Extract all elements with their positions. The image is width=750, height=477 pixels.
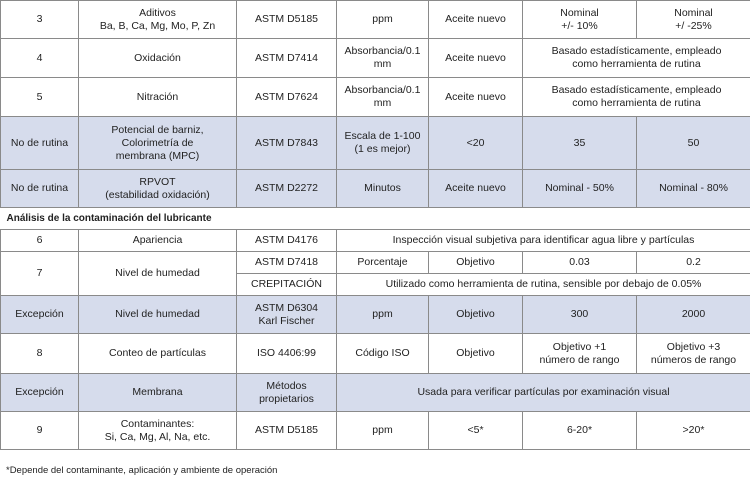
cell-reference: Aceite nuevo [429, 170, 523, 208]
cell-limits-note: Inspección visual subjetiva para identificar agua libre y partículas [337, 230, 750, 252]
section-title: Análisis de la contaminación del lubricante [1, 208, 750, 230]
table-row [1, 252, 750, 274]
cell-reference: Aceite nuevo [429, 78, 523, 117]
cell-unit: Porcentaje [337, 252, 429, 274]
cell-caution: 0.03 [523, 252, 637, 274]
cell-id: 4 [1, 39, 79, 78]
cell-parameter: Nivel de humedad [79, 296, 237, 334]
cell-reference: <20 [429, 117, 523, 170]
table-row [1, 334, 750, 374]
cell-id: Excepción [1, 374, 79, 412]
cell-reference: Objetivo [429, 252, 523, 274]
table-row [1, 39, 750, 78]
table-row [1, 412, 750, 450]
table-row [1, 296, 750, 334]
table-row [1, 117, 750, 170]
cell-reference: Aceite nuevo [429, 1, 523, 39]
cell-reference: Objetivo [429, 296, 523, 334]
cell-method: ASTM D5185 [237, 412, 337, 450]
cell-method: ASTM D7418 [237, 252, 337, 274]
table-row [1, 230, 750, 252]
table-row [1, 1, 750, 39]
cell-critical: >20* [637, 412, 750, 450]
cell-id: 6 [1, 230, 79, 252]
cell-method: ASTM D7624 [237, 78, 337, 117]
cell-caution: 300 [523, 296, 637, 334]
cell-unit: ppm [337, 1, 429, 39]
cell-method: ASTM D4176 [237, 230, 337, 252]
cell-caution: Nominal +/- 10% [523, 1, 637, 39]
cell-limits-note: Basado estadísticamente, empleado como herramienta de rutina [523, 39, 750, 78]
cell-id: No de rutina [1, 170, 79, 208]
cell-parameter: Apariencia [79, 230, 237, 252]
cell-method: ASTM D6304 Karl Fischer [237, 296, 337, 334]
cell-reference: <5* [429, 412, 523, 450]
cell-id: Excepción [1, 296, 79, 334]
cell-id: 3 [1, 1, 79, 39]
cell-id: 7 [1, 252, 79, 296]
cell-reference: Objetivo [429, 334, 523, 374]
cell-id: 9 [1, 412, 79, 450]
cell-method: ASTM D7414 [237, 39, 337, 78]
table-row [1, 374, 750, 412]
cell-parameter: Aditivos Ba, B, Ca, Mg, Mo, P, Zn [79, 1, 237, 39]
cell-critical: 0.2 [637, 252, 750, 274]
cell-id: No de rutina [1, 117, 79, 170]
cell-method: ISO 4406:99 [237, 334, 337, 374]
cell-critical: Objetivo +3 números de rango [637, 334, 750, 374]
cell-critical: 50 [637, 117, 750, 170]
cell-parameter: Nitración [79, 78, 237, 117]
cell-limits-note: Utilizado como herramienta de rutina, sensible por debajo de 0.05% [337, 274, 750, 296]
cell-unit: Escala de 1-100 (1 es mejor) [337, 117, 429, 170]
cell-parameter: Contaminantes: Si, Ca, Mg, Al, Na, etc. [79, 412, 237, 450]
cell-caution: 35 [523, 117, 637, 170]
section-header-row [1, 208, 750, 230]
cell-unit: ppm [337, 412, 429, 450]
cell-method: CREPITACIÓN [237, 274, 337, 296]
cell-limits-note: Usada para verificar partículas por examinación visual [337, 374, 750, 412]
cell-method: ASTM D2272 [237, 170, 337, 208]
cell-parameter: Potencial de barniz, Colorimetría de membrana (MPC) [79, 117, 237, 170]
cell-unit: ppm [337, 296, 429, 334]
cell-method: ASTM D5185 [237, 1, 337, 39]
cell-method: ASTM D7843 [237, 117, 337, 170]
cell-unit: Absorbancia/0.1 mm [337, 78, 429, 117]
cell-limits-note: Basado estadísticamente, empleado como herramienta de rutina [523, 78, 750, 117]
cell-critical: 2000 [637, 296, 750, 334]
cell-caution: 6-20* [523, 412, 637, 450]
footnote: *Depende del contaminante, aplicación y ambiente de operación [6, 465, 277, 477]
table-row [1, 170, 750, 208]
cell-unit: Minutos [337, 170, 429, 208]
cell-critical: Nominal - 80% [637, 170, 750, 208]
cell-parameter: RPVOT (estabilidad oxidación) [79, 170, 237, 208]
cell-id: 5 [1, 78, 79, 117]
cell-unit: Código ISO [337, 334, 429, 374]
cell-parameter: Membrana [79, 374, 237, 412]
table-row [1, 78, 750, 117]
cell-parameter: Oxidación [79, 39, 237, 78]
cell-caution: Objetivo +1 número de rango [523, 334, 637, 374]
cell-id: 8 [1, 334, 79, 374]
cell-reference: Aceite nuevo [429, 39, 523, 78]
cell-parameter: Nivel de humedad [79, 252, 237, 296]
cell-method: Métodos propietarios [237, 374, 337, 412]
cell-caution: Nominal - 50% [523, 170, 637, 208]
cell-critical: Nominal +/ -25% [637, 1, 750, 39]
cell-parameter: Conteo de partículas [79, 334, 237, 374]
cell-unit: Absorbancia/0.1 mm [337, 39, 429, 78]
